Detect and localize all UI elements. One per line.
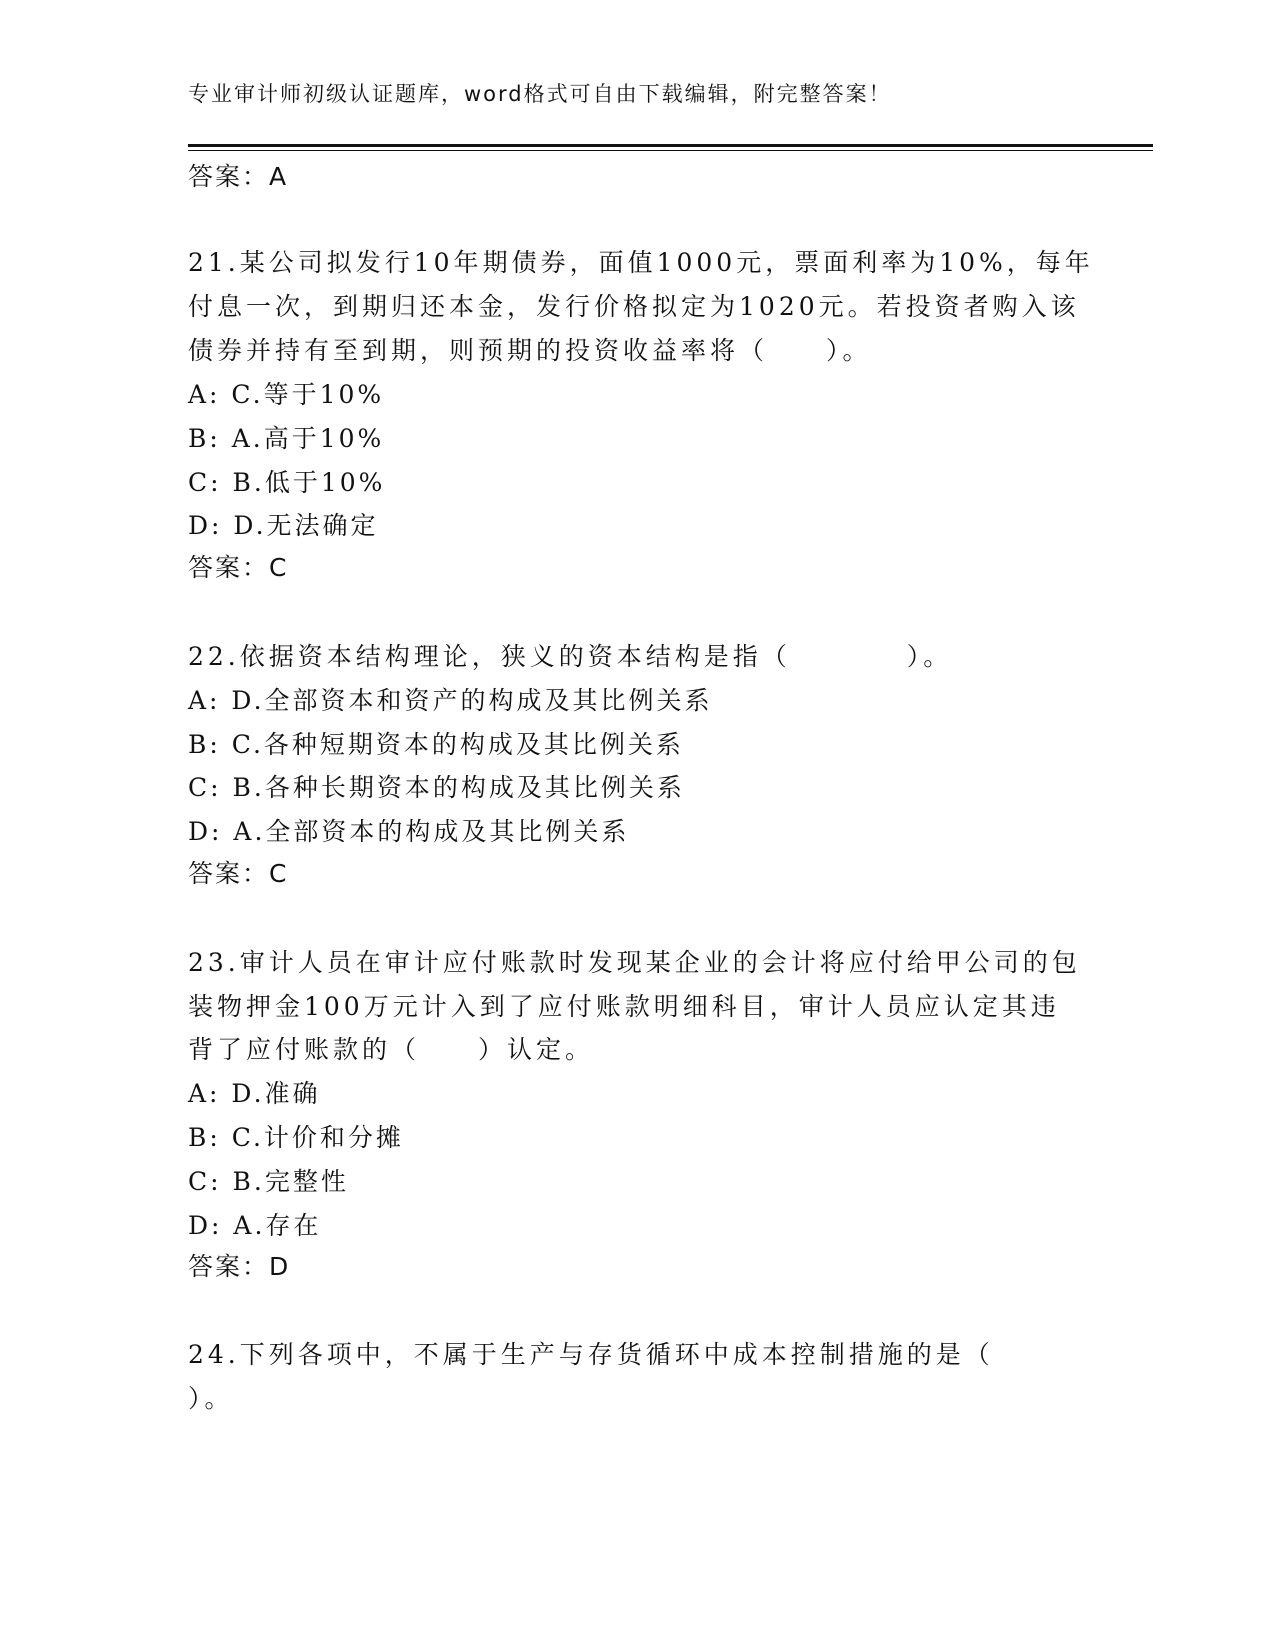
answer-line: 答案：C: [188, 553, 289, 582]
question-text-line: 装物押金100万元计入到了应付账款明细科目，审计人员应认定其违: [188, 992, 1060, 1021]
option-d: D: A.存在: [188, 1211, 322, 1240]
option-b: B: C.计价和分摊: [188, 1123, 404, 1152]
option-a: A: C.等于10%: [188, 380, 385, 409]
answer-line: 答案：C: [188, 859, 289, 888]
header-rule-thin: [188, 150, 1153, 151]
option-b: B: A.高于10%: [188, 424, 385, 453]
option-c: C: B.完整性: [188, 1167, 349, 1196]
question-text-line: 21.某公司拟发行10年期债券，面值1000元，票面利率为10%，每年: [188, 248, 1094, 277]
option-b: B: C.各种短期资本的构成及其比例关系: [188, 730, 684, 759]
question-text-line: 债券并持有至到期，则预期的投资收益率将（ ）。: [188, 336, 872, 365]
option-d: D: A.全部资本的构成及其比例关系: [188, 817, 630, 846]
question-text-line: 24.下列各项中，不属于生产与存货循环中成本控制措施的是（: [188, 1340, 994, 1369]
question-text-line: ）。: [188, 1384, 234, 1413]
option-c: C: B.低于10%: [188, 468, 386, 497]
option-c: C: B.各种长期资本的构成及其比例关系: [188, 773, 685, 802]
option-d: D: D.无法确定: [188, 511, 379, 540]
question-text-line: 23.审计人员在审计应付账款时发现某企业的会计将应付给甲公司的包: [188, 948, 1081, 977]
question-text-line: 背了应付账款的（ ）认定。: [188, 1035, 595, 1064]
question-text-line: 付息一次，到期归还本金，发行价格拟定为1020元。若投资者购入该: [188, 292, 1080, 321]
answer-line: 答案：A: [188, 162, 289, 191]
question-text-line: 22.依据资本结构理论，狭义的资本结构是指（ ）。: [188, 642, 953, 671]
answer-line: 答案：D: [188, 1252, 291, 1281]
header-rule-thick: [188, 144, 1153, 147]
page-header: 专业审计师初级认证题库，word格式可自由下载编辑，附完整答案！: [188, 82, 892, 106]
option-a: A: D.全部资本和资产的构成及其比例关系: [188, 686, 713, 715]
option-a: A: D.准确: [188, 1079, 321, 1108]
